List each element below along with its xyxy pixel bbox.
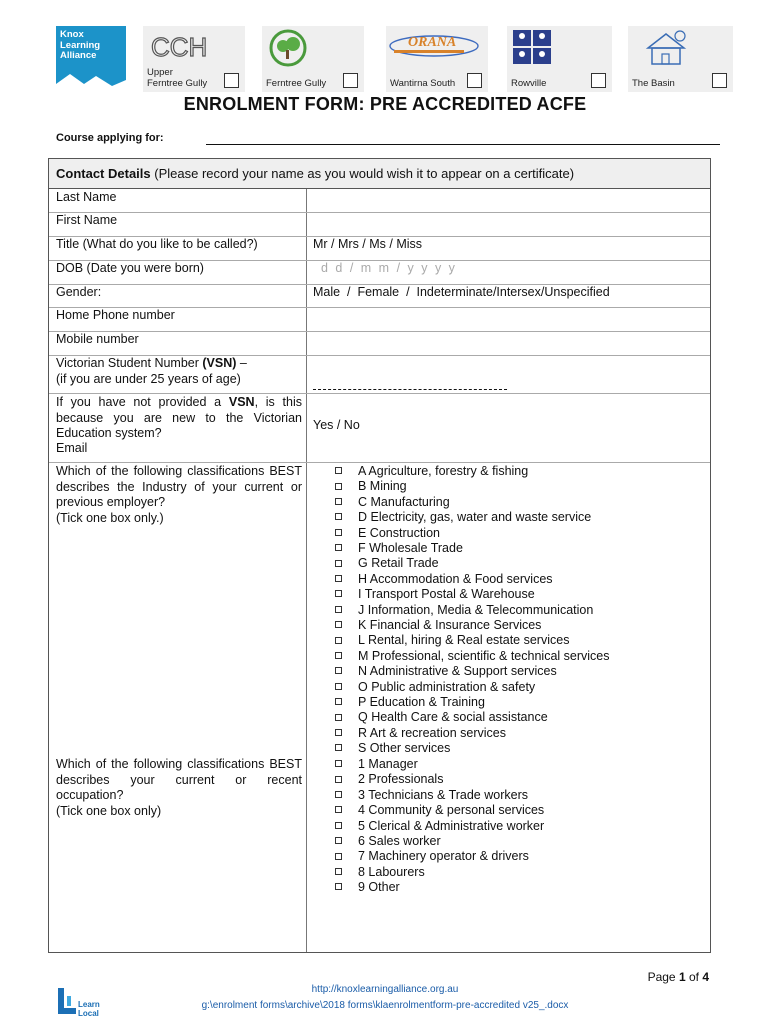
- checkbox-icon[interactable]: [335, 483, 342, 490]
- occupations-option[interactable]: [335, 834, 441, 849]
- occupations-option[interactable]: [335, 772, 443, 787]
- checkbox-icon[interactable]: [335, 529, 342, 536]
- site-upper-ferntree-gully: [143, 26, 245, 92]
- column-divider: [306, 189, 307, 952]
- industries-option-label: O Public administration & safety: [358, 679, 536, 694]
- industry-note: (Tick one box only.): [56, 510, 164, 525]
- site-rowville: [507, 26, 612, 92]
- occupations-option[interactable]: [335, 788, 528, 803]
- checkbox-icon[interactable]: [335, 776, 342, 783]
- vsn-label-note: (if you are under 25 years of age): [56, 371, 241, 386]
- industries-option-label: I Transport Postal & Warehouse: [358, 587, 535, 602]
- industries-option-label: R Art & recreation services: [358, 725, 506, 740]
- occupation-note: (Tick one box only): [56, 803, 162, 818]
- checkbox-icon[interactable]: [335, 806, 342, 813]
- occupations-option-label: 9 Other: [358, 880, 400, 895]
- industries-option-label: D Electricity, gas, water and waste service: [358, 510, 592, 525]
- occupation-question: [56, 757, 302, 819]
- page-number: [648, 970, 709, 984]
- row-divider: [49, 393, 710, 394]
- occupations-option[interactable]: [335, 819, 544, 834]
- industries-option[interactable]: [335, 710, 548, 725]
- occupations-option-label: 7 Machinery operator & drivers: [358, 849, 529, 864]
- industries-option[interactable]: [335, 695, 485, 710]
- first-name-label: First Name: [56, 213, 118, 227]
- occupations-option-label: 8 Labourers: [358, 864, 425, 879]
- site-label: Upper Ferntree Gully: [147, 67, 208, 89]
- checkbox-icon[interactable]: [335, 683, 342, 690]
- checkbox-icon[interactable]: [335, 760, 342, 767]
- industries-option[interactable]: [335, 726, 506, 741]
- site-checkbox[interactable]: [591, 73, 606, 88]
- title-options[interactable]: Mr / Mrs / Ms / Miss: [313, 237, 423, 251]
- knox-learning-alliance-logo: [56, 26, 126, 92]
- section-heading: [49, 159, 710, 189]
- site-label: The Basin: [632, 78, 675, 89]
- occupations-option[interactable]: [335, 803, 544, 818]
- page-total: 4: [702, 970, 709, 984]
- checkbox-icon[interactable]: [335, 667, 342, 674]
- occupations-option-label: 3 Technicians & Trade workers: [358, 787, 528, 802]
- site-label: Wantirna South: [390, 78, 456, 89]
- industries-option-label: P Education & Training: [358, 695, 485, 709]
- occupations-option-label: 5 Clerical & Administrative worker: [358, 818, 545, 833]
- mobile-label: Mobile number: [56, 332, 139, 346]
- industries-option[interactable]: [335, 464, 528, 479]
- page-mid: of: [685, 970, 703, 984]
- industries-option[interactable]: [335, 495, 450, 510]
- industries-option[interactable]: [335, 479, 407, 494]
- checkbox-icon[interactable]: [335, 544, 342, 551]
- checkbox-icon[interactable]: [335, 883, 342, 890]
- gender-options[interactable]: Male / Female / Indeterminate/Intersex/Unspecified: [313, 285, 610, 299]
- learn-local-logo: [56, 984, 106, 1020]
- checkbox-icon[interactable]: [335, 590, 342, 597]
- industries-option[interactable]: [335, 649, 609, 664]
- checkbox-icon[interactable]: [335, 621, 342, 628]
- vsn-input-line[interactable]: [313, 389, 507, 390]
- industries-option-label: B Mining: [358, 479, 407, 494]
- dob-field[interactable]: d d / m m / y y y y: [321, 261, 457, 275]
- occupations-option[interactable]: [335, 880, 400, 895]
- page-prefix: Page: [647, 970, 679, 984]
- checkbox-icon[interactable]: [335, 575, 342, 582]
- vsn-label-dash: –: [236, 356, 247, 370]
- dob-label: DOB (Date you were born): [56, 261, 204, 275]
- home-phone-label: Home Phone number: [56, 308, 175, 322]
- cch-logo-text: CCH: [151, 32, 208, 62]
- checkbox-icon[interactable]: [335, 637, 342, 644]
- course-input-line[interactable]: [206, 144, 720, 145]
- site-wantirna-south: [386, 26, 488, 92]
- checkbox-icon[interactable]: [335, 560, 342, 567]
- industries-option[interactable]: [335, 618, 541, 633]
- checkbox-icon[interactable]: [335, 513, 342, 520]
- site-ferntree-gully: [262, 26, 364, 92]
- section-heading-note: (Please record your name as you would wish it to appear on a certificate): [150, 166, 575, 181]
- row-divider: [49, 462, 710, 463]
- industries-option-label: K Financial & Insurance Services: [358, 618, 542, 632]
- orana-logo: [388, 30, 484, 66]
- gender-label: Gender:: [56, 285, 102, 299]
- no-vsn-text-1: If you have not provided a: [56, 395, 229, 409]
- no-vsn-options[interactable]: Yes / No: [313, 418, 360, 432]
- industries-option-label: E Construction: [358, 525, 440, 540]
- industries-option-label: F Wholesale Trade: [358, 541, 463, 555]
- checkbox-icon[interactable]: [335, 853, 342, 860]
- site-label: Ferntree Gully: [266, 78, 327, 89]
- occupations-option-label: 1 Manager: [358, 757, 418, 771]
- industries-option[interactable]: [335, 664, 557, 679]
- occupation-question-text: Which of the following classifications BEST describes your current or recent occupation?: [56, 757, 302, 802]
- tree-circle-logo: [266, 28, 310, 68]
- checkbox-icon[interactable]: [335, 744, 342, 751]
- no-vsn-text-2: , is this because you are new to the Victorian Education system?: [56, 395, 302, 440]
- industries-option[interactable]: [335, 633, 569, 648]
- industries-option-label: M Professional, scientific & technical services: [358, 648, 610, 663]
- occupations-option-label: 4 Community & personal services: [358, 803, 545, 818]
- page-title: ENROLMENT FORM: PRE ACCREDITED ACFE: [183, 94, 587, 114]
- checkbox-icon[interactable]: [335, 868, 342, 875]
- course-label: Course applying for:: [56, 132, 164, 144]
- no-vsn-bold: VSN: [228, 395, 255, 409]
- industries-option-label: S Other services: [358, 741, 451, 756]
- site-label: Rowville: [511, 78, 547, 89]
- industry-question-text: Which of the following classifications BEST describes the Industry of your current or previous employer?: [56, 464, 302, 509]
- industries-option-label: L Rental, hiring & Real estate services: [358, 633, 570, 648]
- footer-file-path: g:\enrolment forms\archive\2018 forms\klaenrolmentform-pre-accredited v25_.docx: [201, 1000, 569, 1011]
- checkbox-icon[interactable]: [335, 714, 342, 721]
- checkbox-icon[interactable]: [335, 498, 342, 505]
- checkbox-icon[interactable]: [335, 698, 342, 705]
- site-checkbox[interactable]: [712, 73, 727, 88]
- site-checkbox[interactable]: [224, 73, 239, 88]
- checkbox-icon[interactable]: [335, 837, 342, 844]
- vsn-label-bold: (VSN): [202, 356, 237, 370]
- industries-option[interactable]: [335, 510, 591, 525]
- industries-option[interactable]: [335, 603, 593, 618]
- occupations-option-label: 6 Sales worker: [358, 834, 441, 848]
- industries-option[interactable]: [335, 572, 553, 587]
- checkbox-icon[interactable]: [335, 729, 342, 736]
- occupations-option[interactable]: [335, 757, 418, 772]
- industries-option[interactable]: [335, 587, 535, 602]
- site-the-basin: [628, 26, 733, 92]
- occupations-option[interactable]: [335, 849, 529, 864]
- checkbox-icon[interactable]: [335, 791, 342, 798]
- vsn-label: [56, 356, 302, 387]
- industries-option-label: C Manufacturing: [358, 494, 450, 509]
- email-label: Email: [56, 441, 88, 455]
- occupations-option[interactable]: [335, 865, 425, 880]
- industries-option[interactable]: [335, 526, 440, 541]
- industries-option-label: A Agriculture, forestry & fishing: [358, 464, 529, 478]
- checkbox-icon[interactable]: [335, 606, 342, 613]
- rowville-grid-logo: [511, 28, 555, 66]
- industries-option[interactable]: [335, 741, 450, 756]
- industries-option[interactable]: [335, 541, 463, 556]
- learn-local-text: Learn Local: [78, 1000, 100, 1018]
- checkbox-icon[interactable]: [335, 467, 342, 474]
- last-name-label: Last Name: [56, 190, 117, 204]
- site-checkbox[interactable]: [343, 73, 358, 88]
- checkbox-icon[interactable]: [335, 822, 342, 829]
- industries-option[interactable]: [335, 556, 439, 571]
- vsn-label-text: Victorian Student Number: [56, 356, 203, 370]
- house-sketch-logo: [642, 28, 692, 68]
- footer-url[interactable]: http://knoxlearningalliance.org.au: [311, 984, 459, 995]
- industries-option-label: J Information, Media & Telecommunication: [358, 602, 594, 617]
- industries-option-label: G Retail Trade: [358, 556, 439, 571]
- house-roof-icon: [56, 70, 126, 92]
- industries-option-label: N Administrative & Support services: [358, 664, 557, 679]
- cch-logo: [149, 32, 219, 62]
- title-label: Title (What do you like to be called?): [56, 237, 258, 251]
- occupations-option-label: 2 Professionals: [358, 772, 444, 787]
- industry-question: [56, 464, 302, 526]
- industries-option-label: H Accommodation & Food services: [358, 571, 553, 586]
- page-current: 1: [678, 970, 686, 984]
- no-vsn-label: [56, 395, 302, 442]
- contact-details-table: [48, 158, 711, 953]
- industries-option[interactable]: [335, 680, 535, 695]
- site-checkbox[interactable]: [467, 73, 482, 88]
- learn-local-mark-icon: [56, 986, 78, 1020]
- industries-option-label: Q Health Care & social assistance: [358, 710, 548, 725]
- orana-logo-text: ORANA: [408, 35, 457, 50]
- checkbox-icon[interactable]: [335, 652, 342, 659]
- section-heading-bold: Contact Details: [56, 166, 151, 181]
- org-logo-text: Knox Learning Alliance: [60, 29, 101, 61]
